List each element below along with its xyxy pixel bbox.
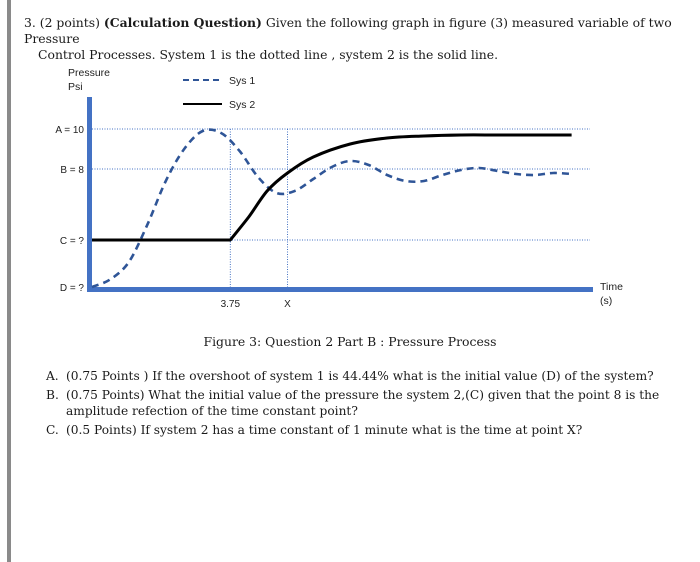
- question-line-2: Control Processes. System 1 is the dotted line , system 2 is the solid line.: [38, 47, 499, 62]
- question-part-b: [46, 387, 671, 419]
- part-letter: A.: [46, 369, 59, 383]
- x-axis-label-line1: Time: [600, 281, 623, 293]
- part-text: (0.75 Points) What the initial value of the pressure the system 2,(C) given that the point 8 is the amplitude refection of the time constant point?: [66, 388, 660, 418]
- part-text: (0.5 Points) If system 2 has a time constant of 1 minute what is the time at point X?: [66, 423, 583, 437]
- y-axis-label-line1: Pressure: [68, 67, 111, 79]
- question-points: (2 points): [39, 15, 100, 30]
- chart-series: [92, 130, 572, 287]
- x-tick-label: 3.75: [220, 299, 241, 310]
- series-line-sys2: [92, 135, 572, 240]
- part-letter: B.: [46, 388, 59, 402]
- series-line-sys1: [92, 130, 572, 287]
- part-letter: C.: [46, 423, 59, 437]
- question-number: 3.: [24, 15, 36, 30]
- x-axis-line: [87, 287, 593, 292]
- x-tick-label: X: [284, 299, 291, 310]
- figure-caption: Figure 3: Question 2 Part B : Pressure Process: [203, 334, 497, 349]
- y-tick-label: A = 10: [55, 125, 84, 136]
- chart-gridlines: [92, 129, 590, 287]
- question-part-a: [46, 368, 671, 384]
- y-tick-labels: [55, 125, 84, 294]
- part-text: (0.75 Points ) If the overshoot of system 1 is 44.44% what is the initial value (D) of the system?: [66, 369, 654, 383]
- legend-label-sys2: Sys 2: [229, 99, 256, 111]
- legend-label-sys1: Sys 1: [229, 75, 256, 87]
- question-type: (Calculation Question): [103, 15, 262, 30]
- y-axis-line: [87, 97, 92, 292]
- question-parts: [46, 368, 671, 441]
- chart-legend: [183, 75, 255, 111]
- chart-axes: [87, 97, 593, 292]
- y-tick-label: C = ?: [59, 236, 84, 247]
- x-axis-label-line2: (s): [600, 295, 613, 307]
- question-part-c: [46, 422, 671, 438]
- question-line1-rest: Given the following graph in figure (3) measured variable of two Pressure: [24, 15, 672, 46]
- y-tick-label: D = ?: [59, 283, 84, 294]
- y-axis-label-line2: Psi: [68, 81, 83, 93]
- y-tick-label: B = 8: [60, 165, 84, 176]
- x-tick-labels: [221, 299, 292, 310]
